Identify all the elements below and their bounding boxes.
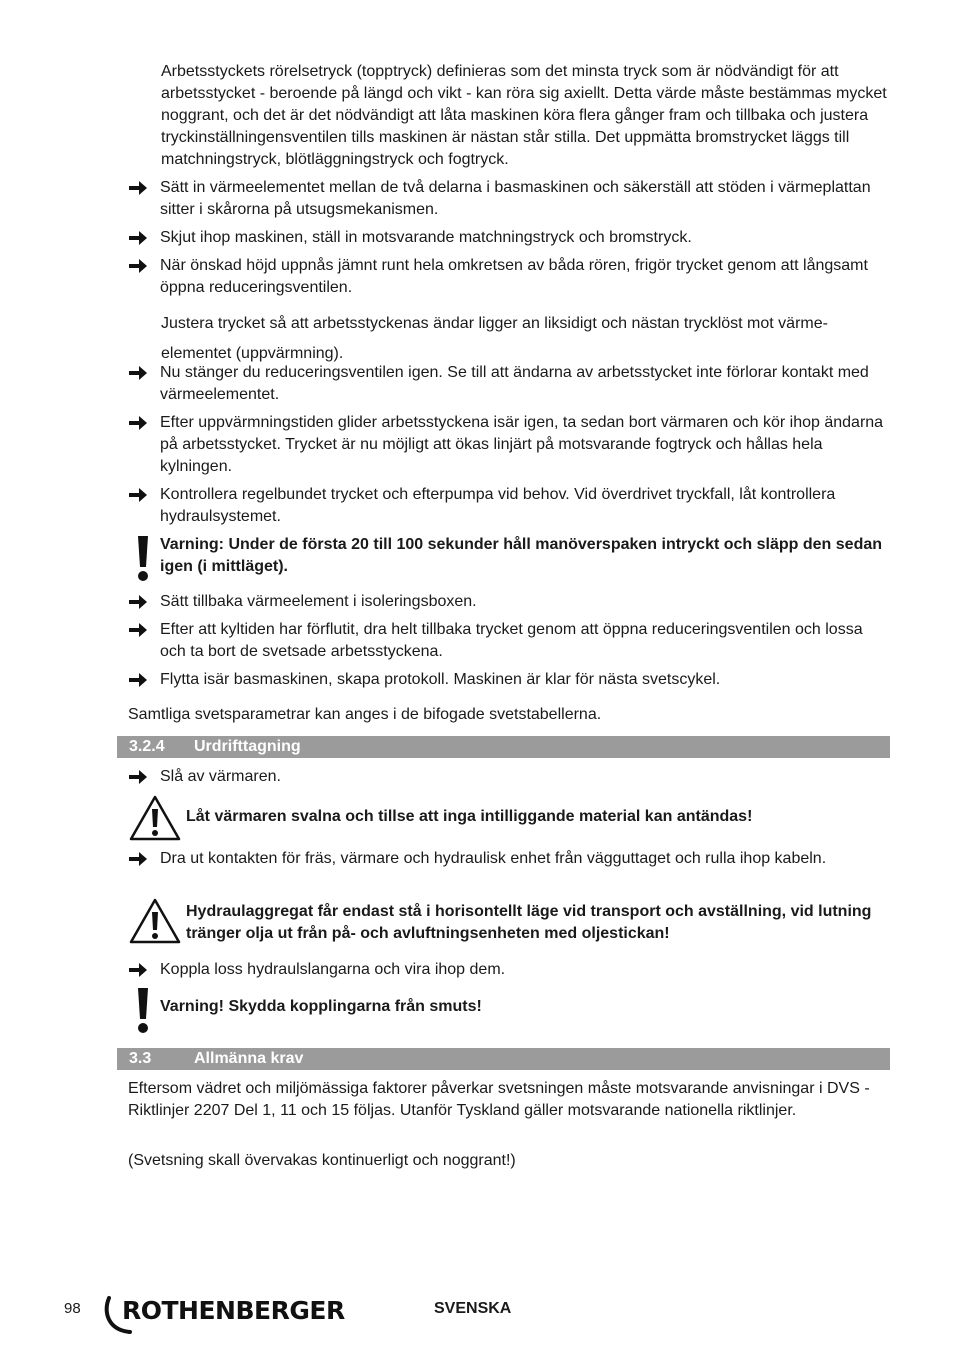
arrow-right-icon (128, 486, 148, 504)
language-label: SVENSKA (434, 1300, 512, 1317)
section-heading (117, 1048, 890, 1070)
list-item-text: Efter att kyltiden har förflutit, dra helt tillbaka trycket genom att öppna reduceringsventilen och lossa och ta bort de svetsade arbetsstyckena. (160, 621, 863, 660)
arrow-right-icon (128, 414, 148, 432)
arrow-right-icon (128, 768, 148, 786)
section-heading (117, 736, 890, 758)
general-paragraph: Eftersom vädret och miljömässiga faktorer påverkar svetsningen måste motsvarande anvisningar i DVS - Riktlinjer 2207 Del 1, 11 och 15 följas. Utanför Tyskland gäller motsvarande nationella riktlinjer. (128, 1080, 870, 1119)
list-item-text: När önskad höjd uppnås jämnt runt hela omkretsen av båda rören, frigör trycket genom att långsamt öppna reduceringsventilen. (160, 257, 868, 296)
arrow-right-icon (128, 961, 148, 979)
section-title: Urdrifttagning (194, 738, 301, 755)
list-item-text: Efter uppvärmningstiden glider arbetsstyckena isär igen, ta sedan bort värmaren och kör ihop ändarna på arbetsstycket. Trycket är nu möjligt att ökas linjärt på motsvarande fogtryck och hållas hela kylningen. (160, 414, 884, 475)
page-number: 98 (64, 1300, 81, 1317)
warning-text: Hydraulaggregat får endast stå i horisontellt läge vid transport och avställning, vid lutning tränger olja ut från på- och avluftningsenheten med oljestickan! (186, 903, 872, 942)
arrow-right-icon (128, 850, 148, 868)
list-item-text: Kontrollera regelbundet trycket och efterpumpa vid behov. Vid överdrivet tryckfall, låt kontrollera hydraulsystemet. (160, 486, 836, 525)
list-item-text: Slå av värmaren. (160, 768, 281, 785)
warning-text: Varning: Under de första 20 till 100 sekunder håll manöverspaken intryckt och släpp den sedan igen (i mittläget). (160, 536, 883, 575)
list-item-text: Flytta isär basmaskinen, skapa protokoll. Maskinen är klar för nästa svetscykel. (160, 671, 721, 688)
list-item-text: Skjut ihop maskinen, ställ in motsvarande matchningstryck och bromstryck. (160, 229, 692, 246)
intro-paragraph: Arbetsstyckets rörelsetryck (topptryck) definieras som det minsta tryck som är nödvändigt för att arbetsstycket - beroende på längd och vikt - kan röra sig axiellt. Detta värde måste bestämmas mycket noggrant, och det är det nödvändigt att låta maskinen köra flera gånger fram och tillbaka och justera tryckinställningensventilen tills maskinen är nästan står stilla. Det uppmätta bromstrycket läggs till matchningstryck, blötläggningstryck och fogtryck. (161, 63, 887, 168)
list-item-text: Sätt in värmeelementet mellan de två delarna i basmaskinen och säkerställ att stöden i värmeplattan sitter i skårorna på utsugsmekanismen. (160, 179, 871, 218)
warning-triangle-icon (128, 794, 182, 842)
list-item-text: Sätt tillbaka värmeelement i isoleringsboxen. (160, 593, 477, 610)
warning-triangle-icon (128, 897, 182, 945)
adjust-paragraph: Justera trycket så att arbetsstyckenas ändar ligger an liksidigt och nästan trycklöst mot värme-elementet (uppvärmning). (161, 315, 828, 362)
arrow-right-icon (128, 671, 148, 689)
arrow-right-icon (128, 229, 148, 247)
exclamation-icon (135, 534, 151, 582)
arrow-right-icon (128, 364, 148, 382)
list-item-text: Nu stänger du reduceringsventilen igen. Se till att ändarna av arbetsstycket inte förlorar kontakt med värmeelementet. (160, 364, 869, 403)
list-item-text: Koppla loss hydraulslangarna och vira ihop dem. (160, 961, 506, 978)
params-note: Samtliga svetsparametrar kan anges i de bifogade svetstabellerna. (128, 706, 602, 723)
monitor-note: (Svetsning skall övervakas kontinuerligt och noggrant!) (128, 1152, 516, 1169)
section-number: 3.2.4 (129, 738, 165, 755)
section-title: Allmänna krav (194, 1050, 304, 1067)
arrow-right-icon (128, 593, 148, 611)
section-number: 3.3 (129, 1050, 152, 1067)
arrow-right-icon (128, 179, 148, 197)
list-item-text: Dra ut kontakten för fräs, värmare och hydraulisk enhet från vägguttaget och rulla ihop kabeln. (160, 850, 827, 867)
arrow-right-icon (128, 257, 148, 275)
arrow-right-icon (128, 621, 148, 639)
exclamation-icon (135, 986, 151, 1034)
brand-logo (100, 1290, 350, 1336)
warning-text: Låt värmaren svalna och tillse att inga intilliggande material kan antändas! (186, 808, 753, 825)
brand-name: ROTHENBERGER (122, 1296, 345, 1325)
warning-text: Varning! Skydda kopplingarna från smuts! (160, 998, 482, 1015)
